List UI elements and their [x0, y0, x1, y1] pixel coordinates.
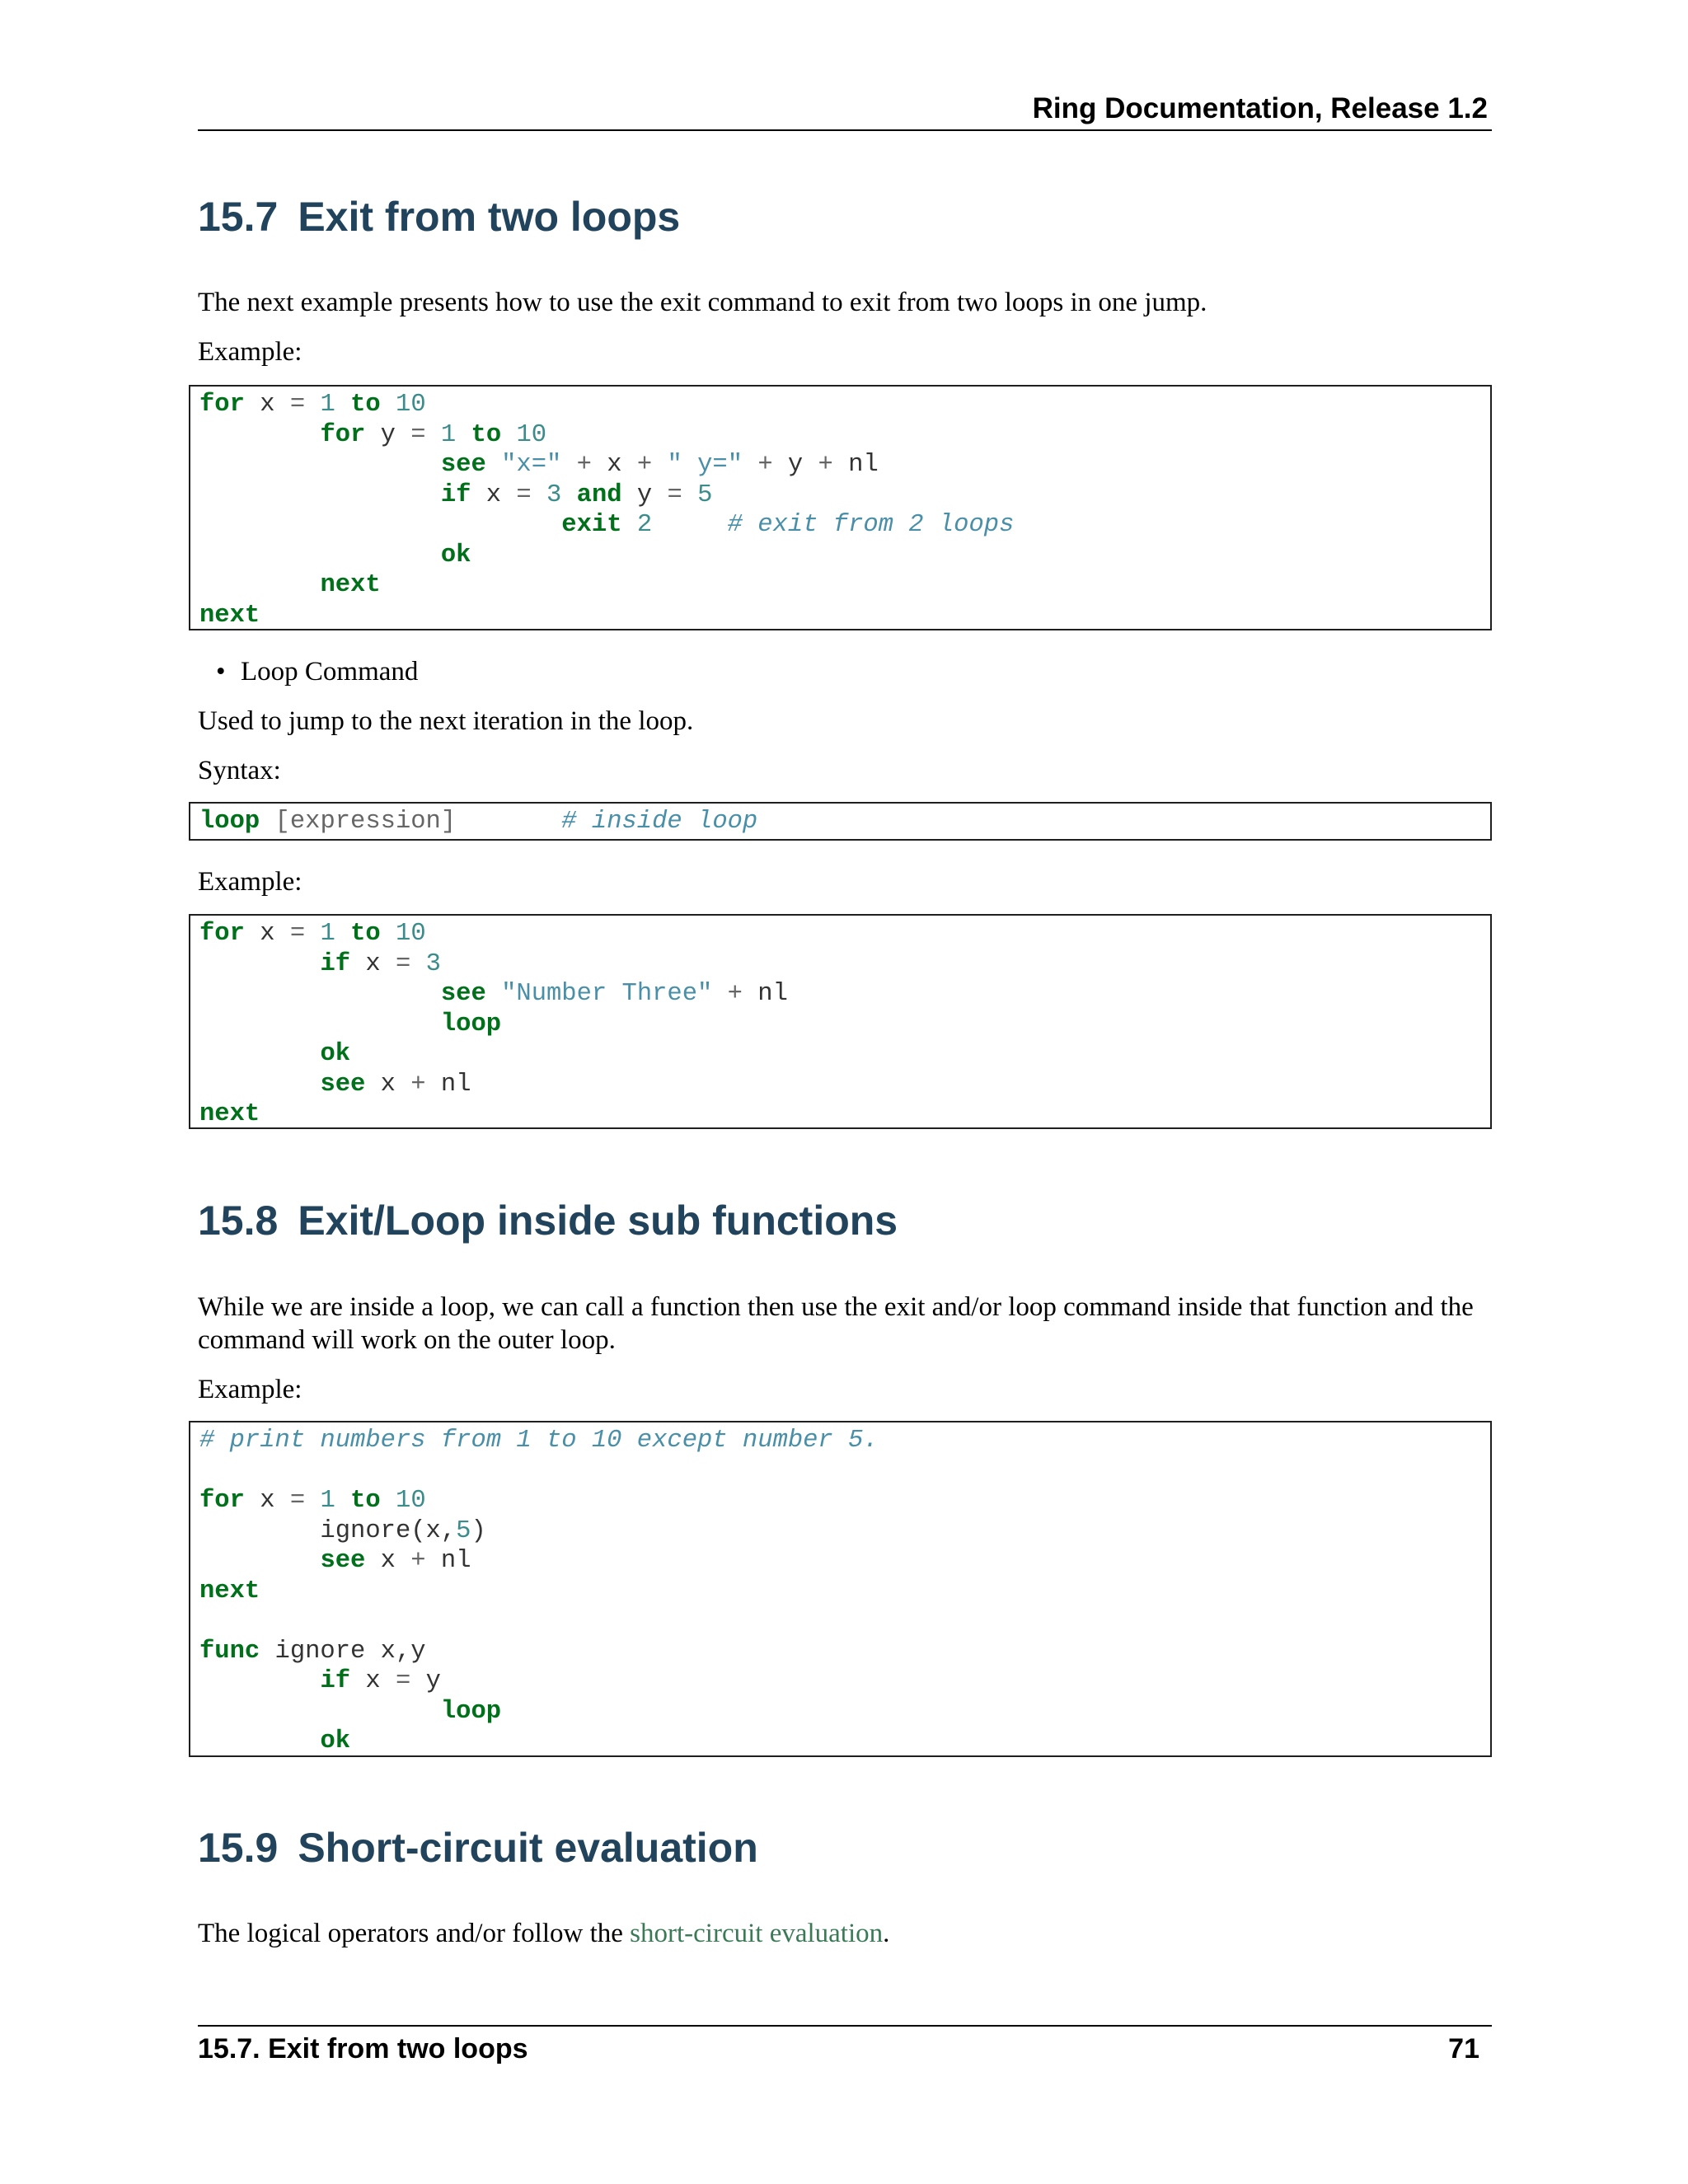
code-text: y [772, 451, 818, 479]
code-keyword: for [199, 920, 245, 948]
code-text: x [471, 480, 517, 509]
code-operator: = [289, 391, 306, 419]
code-listing [190, 804, 1490, 837]
code-text: x [365, 1070, 411, 1099]
code-text: nl [742, 980, 788, 1008]
code-number: 1 [320, 1487, 335, 1515]
code-operator: + [636, 451, 653, 479]
code-text [199, 1727, 320, 1755]
header-rule [198, 129, 1492, 131]
code-text [199, 541, 441, 569]
code-text [426, 421, 441, 449]
code-comment: # print numbers from 1 to 10 except number 5. [199, 1427, 879, 1455]
code-line [199, 391, 426, 419]
code-operator: = [395, 1667, 411, 1695]
code-number: 5 [456, 1516, 471, 1545]
code-text [305, 391, 320, 419]
code-line [199, 1547, 471, 1575]
code-line [199, 481, 712, 509]
section-title-text: Exit from two loops [298, 194, 681, 240]
code-block-loop-example [189, 914, 1492, 1129]
code-string: "x=" [501, 451, 562, 479]
code-keyword: see [440, 980, 486, 1008]
paragraph-text: The logical operators and/or follow the [198, 1919, 631, 1948]
code-number: 2 [636, 511, 653, 539]
code-text [381, 391, 396, 419]
code-keyword: if [440, 480, 471, 509]
section-heading-15-7 [198, 193, 680, 241]
example-label: Example: [198, 337, 302, 367]
paragraph-intro-sub-functions: While we are inside a loop, we can call a function then use the exit and/or loop command inside that function and the command will work on the outer loop. [198, 1292, 1474, 1355]
code-text [682, 481, 697, 509]
code-text [305, 920, 320, 948]
code-text: ignore x,y [260, 1637, 426, 1666]
code-number: 10 [396, 1487, 426, 1515]
code-text [486, 451, 501, 479]
code-line [199, 1638, 426, 1666]
code-number: 10 [516, 420, 547, 449]
code-keyword: for [320, 420, 366, 449]
code-keyword: next [199, 1577, 260, 1605]
code-keyword: see [440, 451, 486, 479]
code-text [486, 980, 501, 1008]
code-text [199, 421, 320, 449]
code-line [199, 1100, 260, 1128]
code-comment: # inside loop [561, 808, 758, 836]
code-text: ) [471, 1516, 486, 1545]
code-line [199, 571, 381, 599]
code-text: x [244, 391, 290, 419]
code-number: 10 [396, 920, 426, 948]
section-number: 15.7 [198, 194, 279, 240]
code-comment: # exit from 2 loops [727, 511, 1015, 539]
code-operator: = [516, 480, 532, 509]
code-text: x [350, 949, 396, 978]
code-text: y [621, 480, 668, 509]
code-keyword: ok [320, 1727, 351, 1755]
code-text [199, 451, 441, 479]
bullet-marker: • [216, 657, 226, 687]
code-number: 1 [440, 420, 457, 449]
code-keyword: next [199, 1100, 260, 1128]
code-line [199, 1427, 879, 1455]
code-line [199, 451, 879, 479]
running-header: Ring Documentation, Release 1.2 [1032, 92, 1488, 124]
code-line [199, 1727, 350, 1755]
code-text [199, 950, 320, 978]
code-text [199, 481, 441, 509]
bullet-loop-command [216, 655, 419, 688]
code-text [199, 1040, 320, 1068]
code-text [335, 920, 350, 948]
code-line [199, 541, 471, 569]
code-text: nl [425, 1070, 471, 1099]
code-operator: + [757, 451, 773, 479]
code-text [335, 1487, 350, 1515]
code-text [199, 1071, 320, 1099]
code-operator: + [410, 1547, 426, 1575]
code-line [199, 1698, 501, 1726]
code-operator: + [576, 451, 592, 479]
code-listing [190, 916, 1490, 1130]
code-text [561, 451, 576, 479]
code-text: y [410, 1667, 441, 1695]
code-text [199, 571, 320, 599]
code-text: x [350, 1667, 396, 1695]
code-text: nl [425, 1547, 471, 1575]
code-keyword: next [199, 601, 260, 630]
code-text [199, 980, 441, 1008]
code-line [199, 1667, 441, 1695]
code-operator: = [410, 420, 426, 449]
code-line [199, 1517, 486, 1545]
footer-section-title: 15.7. Exit from two loops [198, 2033, 528, 2064]
code-block-sub-function-example [189, 1421, 1492, 1757]
code-text: x [591, 451, 637, 479]
code-text [305, 1487, 320, 1515]
code-keyword: see [320, 1547, 366, 1575]
code-text [199, 511, 561, 539]
code-keyword: if [320, 949, 351, 978]
code-text [199, 1547, 320, 1575]
code-block-loop-syntax [189, 802, 1492, 841]
bullet-text: Loop Command [241, 657, 419, 687]
code-number: 5 [697, 480, 713, 509]
code-line [199, 920, 426, 948]
code-text [561, 481, 576, 509]
code-keyword: see [320, 1070, 366, 1099]
code-text [260, 808, 274, 836]
code-line [199, 421, 546, 449]
code-keyword: func [199, 1637, 260, 1666]
code-line [199, 1071, 471, 1099]
code-text: x [365, 1547, 411, 1575]
paragraph-loop-description: Used to jump to the next iteration in the loop. [198, 706, 694, 736]
code-text [199, 1667, 320, 1695]
code-text [199, 1010, 441, 1038]
code-number: 3 [546, 480, 562, 509]
section-number: 15.9 [198, 1825, 279, 1871]
code-keyword: loop [199, 808, 260, 836]
code-line [199, 1577, 260, 1605]
code-text [410, 950, 425, 978]
short-circuit-link[interactable]: short-circuit evaluation [630, 1919, 884, 1948]
code-text [501, 421, 516, 449]
code-text [456, 421, 471, 449]
code-text: y [365, 420, 411, 449]
code-listing [190, 1422, 1490, 1757]
code-text [652, 451, 667, 479]
syntax-label: Syntax: [198, 756, 281, 785]
code-keyword: if [320, 1667, 351, 1695]
paragraph-intro-exit: The next example presents how to use the exit command to exit from two loops in one jump. [198, 288, 1207, 317]
code-keyword: ok [440, 541, 471, 569]
code-number: 1 [320, 391, 335, 419]
code-line [199, 1010, 501, 1038]
code-operator: = [395, 949, 411, 978]
code-number: 10 [396, 391, 426, 419]
code-number: 1 [320, 920, 335, 948]
example-label: Example: [198, 1375, 302, 1404]
code-string: " y=" [667, 451, 743, 479]
code-keyword: to [350, 391, 381, 419]
code-text [622, 511, 637, 539]
code-operator: + [410, 1070, 426, 1099]
code-text [335, 391, 350, 419]
code-keyword: exit [561, 511, 622, 539]
code-text [652, 511, 728, 539]
code-text [199, 1698, 441, 1726]
paragraph-short-circuit [198, 1917, 1496, 1950]
code-number: 3 [425, 949, 441, 978]
code-keyword: and [576, 480, 622, 509]
code-operator: [expression] [274, 808, 457, 836]
code-text [381, 1487, 396, 1515]
code-keyword: to [350, 920, 381, 948]
code-line [199, 950, 441, 978]
code-line [199, 980, 788, 1008]
code-line [199, 602, 260, 630]
code-operator: = [289, 1487, 306, 1515]
code-keyword: for [199, 1487, 245, 1515]
code-operator: = [667, 480, 682, 509]
code-line [199, 808, 757, 836]
code-listing [190, 387, 1490, 630]
section-title-text: Exit/Loop inside sub functions [298, 1197, 898, 1244]
example-label: Example: [198, 867, 302, 897]
code-block-exit-two-loops [189, 385, 1492, 630]
code-operator: + [727, 980, 743, 1008]
code-text [743, 451, 757, 479]
code-text [381, 920, 396, 948]
code-text: x [244, 920, 290, 948]
code-line [199, 1487, 426, 1515]
code-keyword: next [320, 571, 381, 599]
code-line [199, 1040, 350, 1068]
code-text: ignore(x, [199, 1516, 457, 1545]
code-keyword: ok [320, 1040, 351, 1068]
code-keyword: loop [440, 1697, 502, 1726]
code-operator: + [818, 451, 833, 479]
code-text [532, 481, 546, 509]
code-text: x [244, 1487, 290, 1515]
section-title-text: Short-circuit evaluation [298, 1825, 758, 1871]
code-text [712, 980, 727, 1008]
code-string: "Number Three" [501, 980, 713, 1008]
footer-rule [198, 2025, 1492, 2027]
page-number: 71 [1448, 2033, 1479, 2064]
paragraph-text: . [883, 1919, 890, 1948]
code-operator: = [289, 920, 306, 948]
code-text: nl [832, 451, 879, 479]
section-heading-15-8 [198, 1197, 898, 1244]
code-line [199, 511, 1014, 539]
code-keyword: loop [440, 1010, 502, 1038]
section-heading-15-9 [198, 1824, 758, 1872]
code-text [456, 808, 561, 836]
section-number: 15.8 [198, 1197, 279, 1244]
code-keyword: to [471, 420, 502, 449]
code-keyword: to [350, 1487, 381, 1515]
code-keyword: for [199, 391, 245, 419]
